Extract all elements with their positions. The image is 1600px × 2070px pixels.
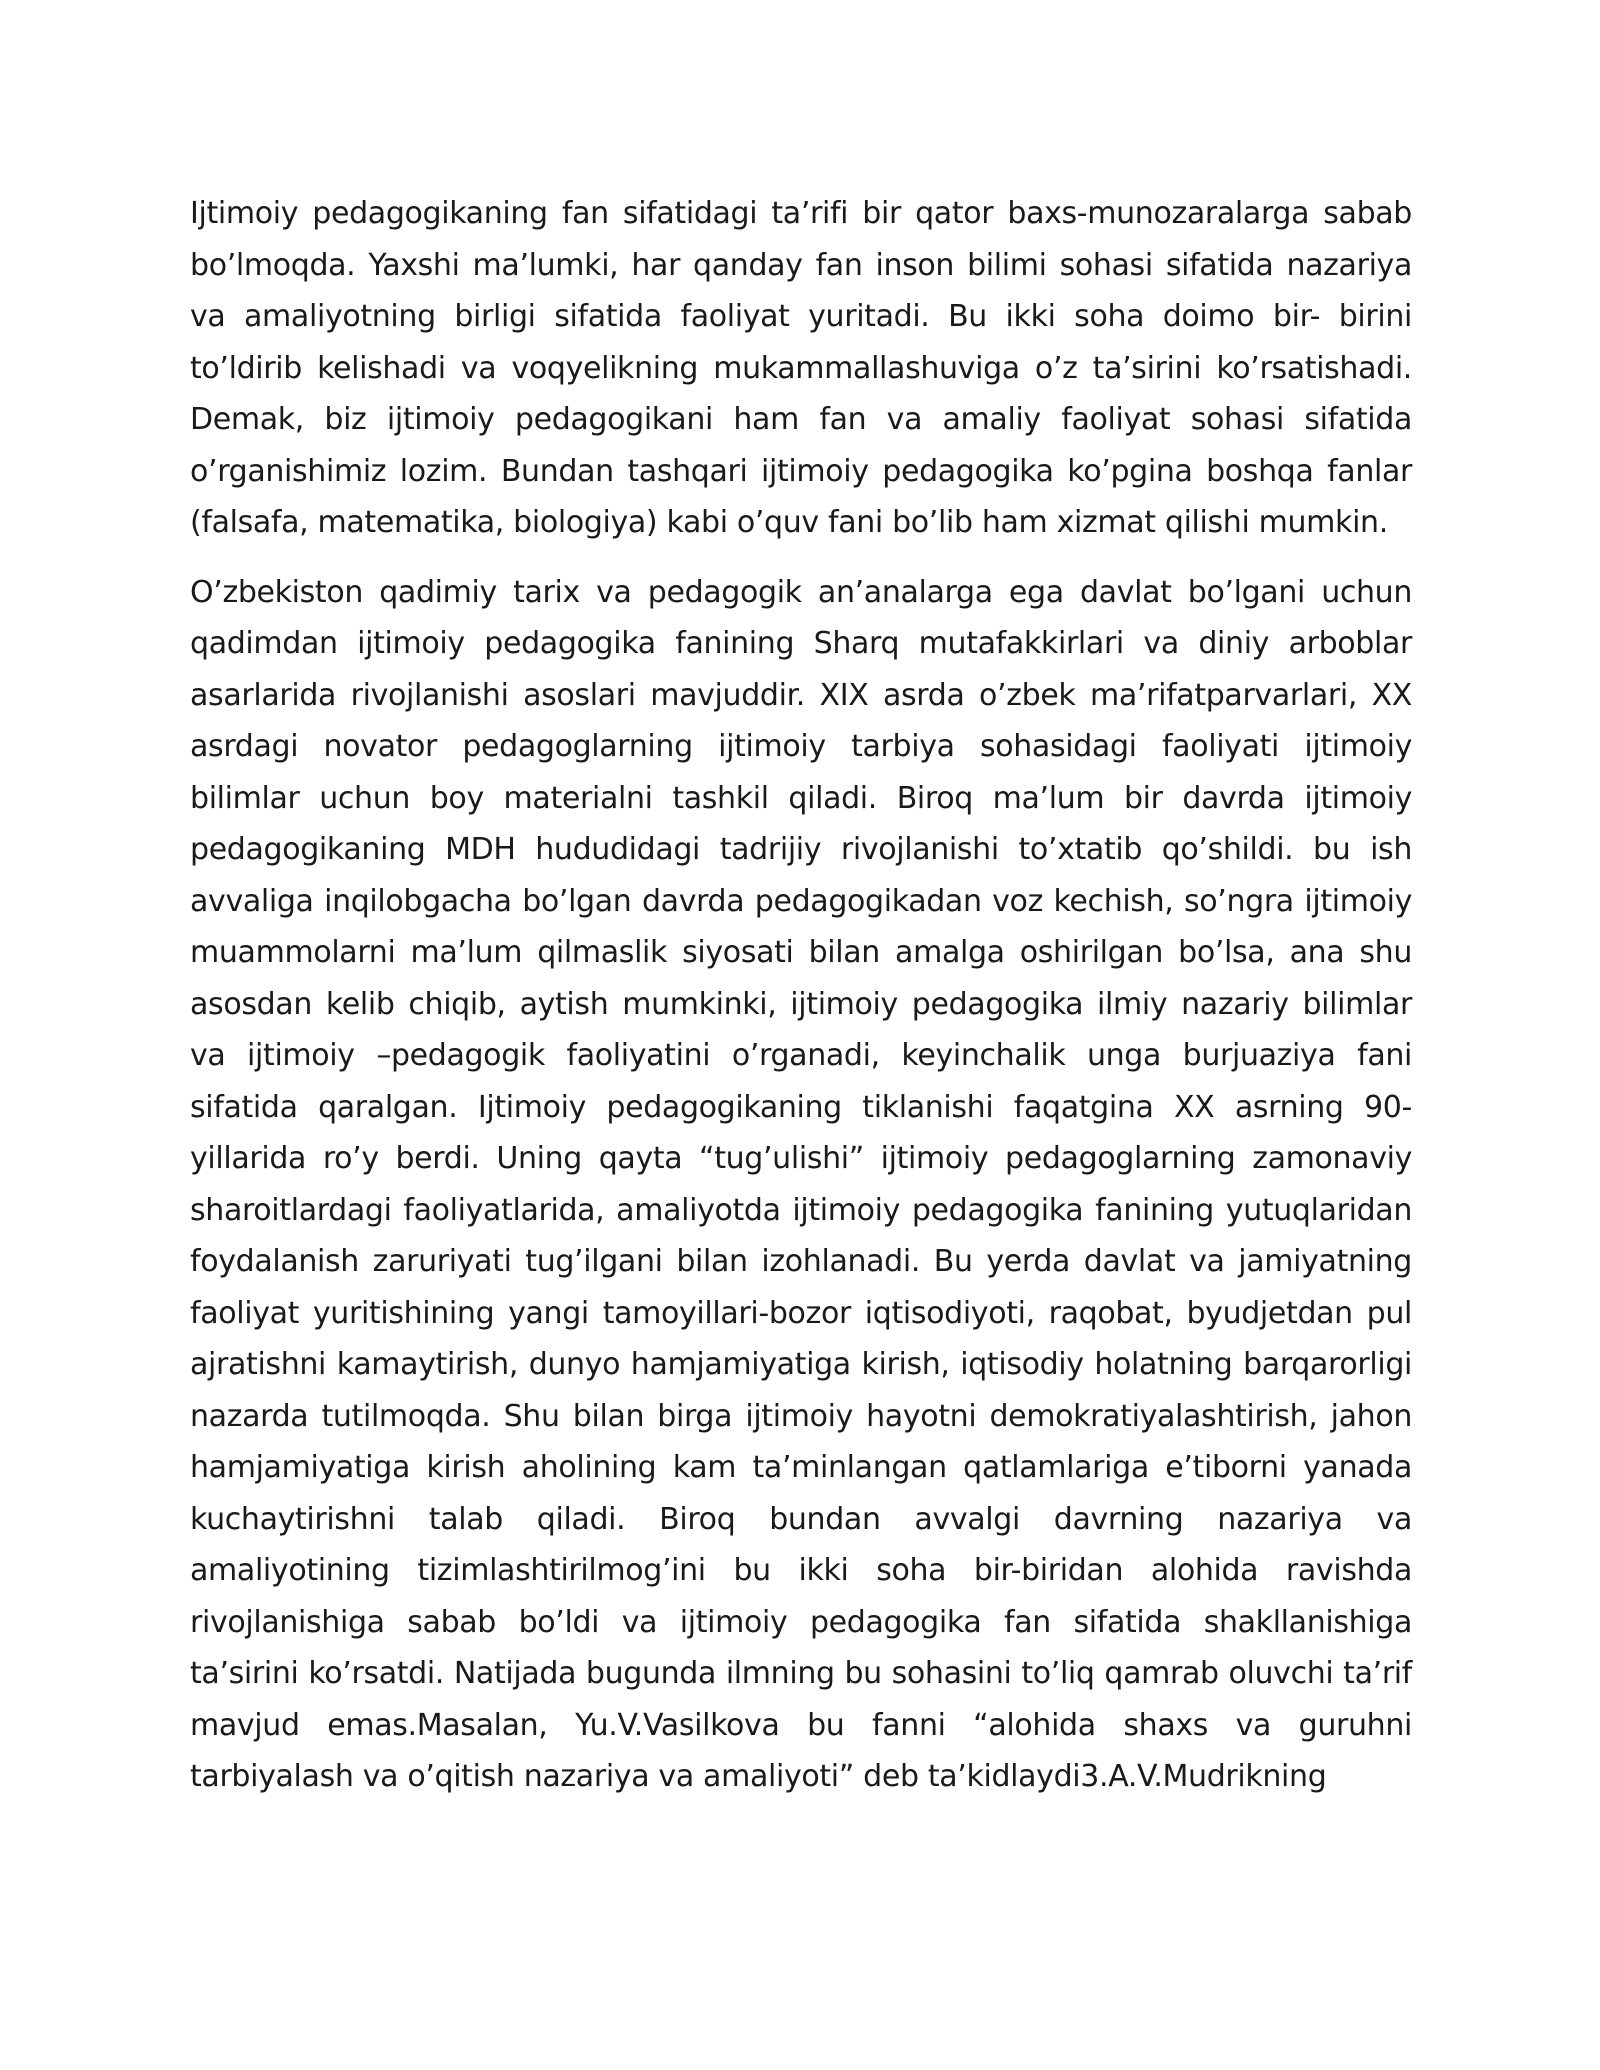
paragraph-1: Ijtimoiy pedagogikaning fan sifatidagi ta’rifi bir qator baxs-munozaralarga sabab bo’lmoqda. Yaxshi ma’lumki, har qanday fan inson bilimi sohasi sifatida nazariya va amaliyotning birligi sifatida faoliyat yuritadi. Bu ikki soha doimo bir- birini to’ldirib kelishadi va voqyelikning mukammallashuviga o’z ta’sirini ko’rsatishadi. Demak, biz ijtimoiy pedagogikani ham fan va amaliy faoliyat sohasi sifatida o’rganishimiz lozim. Bundan tashqari ijtimoiy pedagogika ko’pgina boshqa fanlar (falsafa, matematika, biologiya) kabi o’quv fani bo’lib ham xizmat qilishi mumkin. — [190, 196, 1412, 540]
paragraph-2: O’zbekiston qadimiy tarix va pedagogik an’analarga ega davlat bo’lgani uchun qadimdan ijtimoiy pedagogika fanining Sharq mutafakkirlari va diniy arboblar asarlarida rivojlanishi asoslari mavjuddir. XIX asrda o’zbek ma’rifatparvarlari, XX asrdagi novator pedagoglarning ijtimoiy tarbiya sohasidagi faoliyati ijtimoiy bilimlar uchun boy materialni tashkil qiladi. Biroq ma’lum bir davrda ijtimoiy pedagogikaning MDH hududidagi tadrijiy rivojlanishi to’xtatib qo’shildi. bu ish avvaliga inqilobgacha bo’lgan davrda pedagogikadan voz kechish, so’ngra ijtimoiy muammolarni ma’lum qilmaslik siyosati bilan amalga oshirilgan bo’lsa, ana shu asosdan kelib chiqib, aytish mumkinki, ijtimoiy pedagogika ilmiy nazariy bilimlar va ijtimoiy –pedagogik faoliyatini o’rganadi, keyinchalik unga burjuaziya fani sifatida qaralgan. Ijtimoiy pedagogikaning tiklanishi faqatgina XX asrning 90-yillarida ro’y berdi. Uning qayta “tug’ulishi” ijtimoiy pedagoglarning zamonaviy sharoitlardagi faoliyatlarida, amaliyotda ijtimoiy pedagogika fanining yutuqlaridan foydalanish zaruriyati tug’ilgani bilan izohlanadi. Bu yerda davlat va jamiyatning faoliyat yuritishining yangi tamoyillari-bozor iqtisodiyoti, raqobat, byudjetdan pul ajratishni kamaytirish, dunyo hamjamiyatiga kirish, iqtisodiy holatning barqarorligi nazarda tutilmoqda. Shu bilan birga ijtimoiy hayotni demokratiyalashtirish, jahon hamjamiyatiga kirish aholining kam ta’minlangan qatlamlariga e’tiborni yanada kuchaytirishni talab qiladi. Biroq bundan avvalgi davrning nazariya va amaliyotining tizimlashtirilmog’ini bu ikki soha bir-biridan alohida ravishda rivojlanishiga sabab bo’ldi va ijtimoiy pedagogika fan sifatida shakllanishiga ta’sirini ko’rsatdi. Natijada bugunda ilmning bu sohasini to’liq qamrab oluvchi ta’rif mavjud emas.Masalan, Yu.V.Vasilkova bu fanni “alohida shaxs va guruhni tarbiyalash va o’qitish nazariya va amaliyoti” deb ta’kidlaydi3.A.V.Mudrikning — [190, 574, 1412, 1794]
body-text — [190, 188, 1412, 1803]
